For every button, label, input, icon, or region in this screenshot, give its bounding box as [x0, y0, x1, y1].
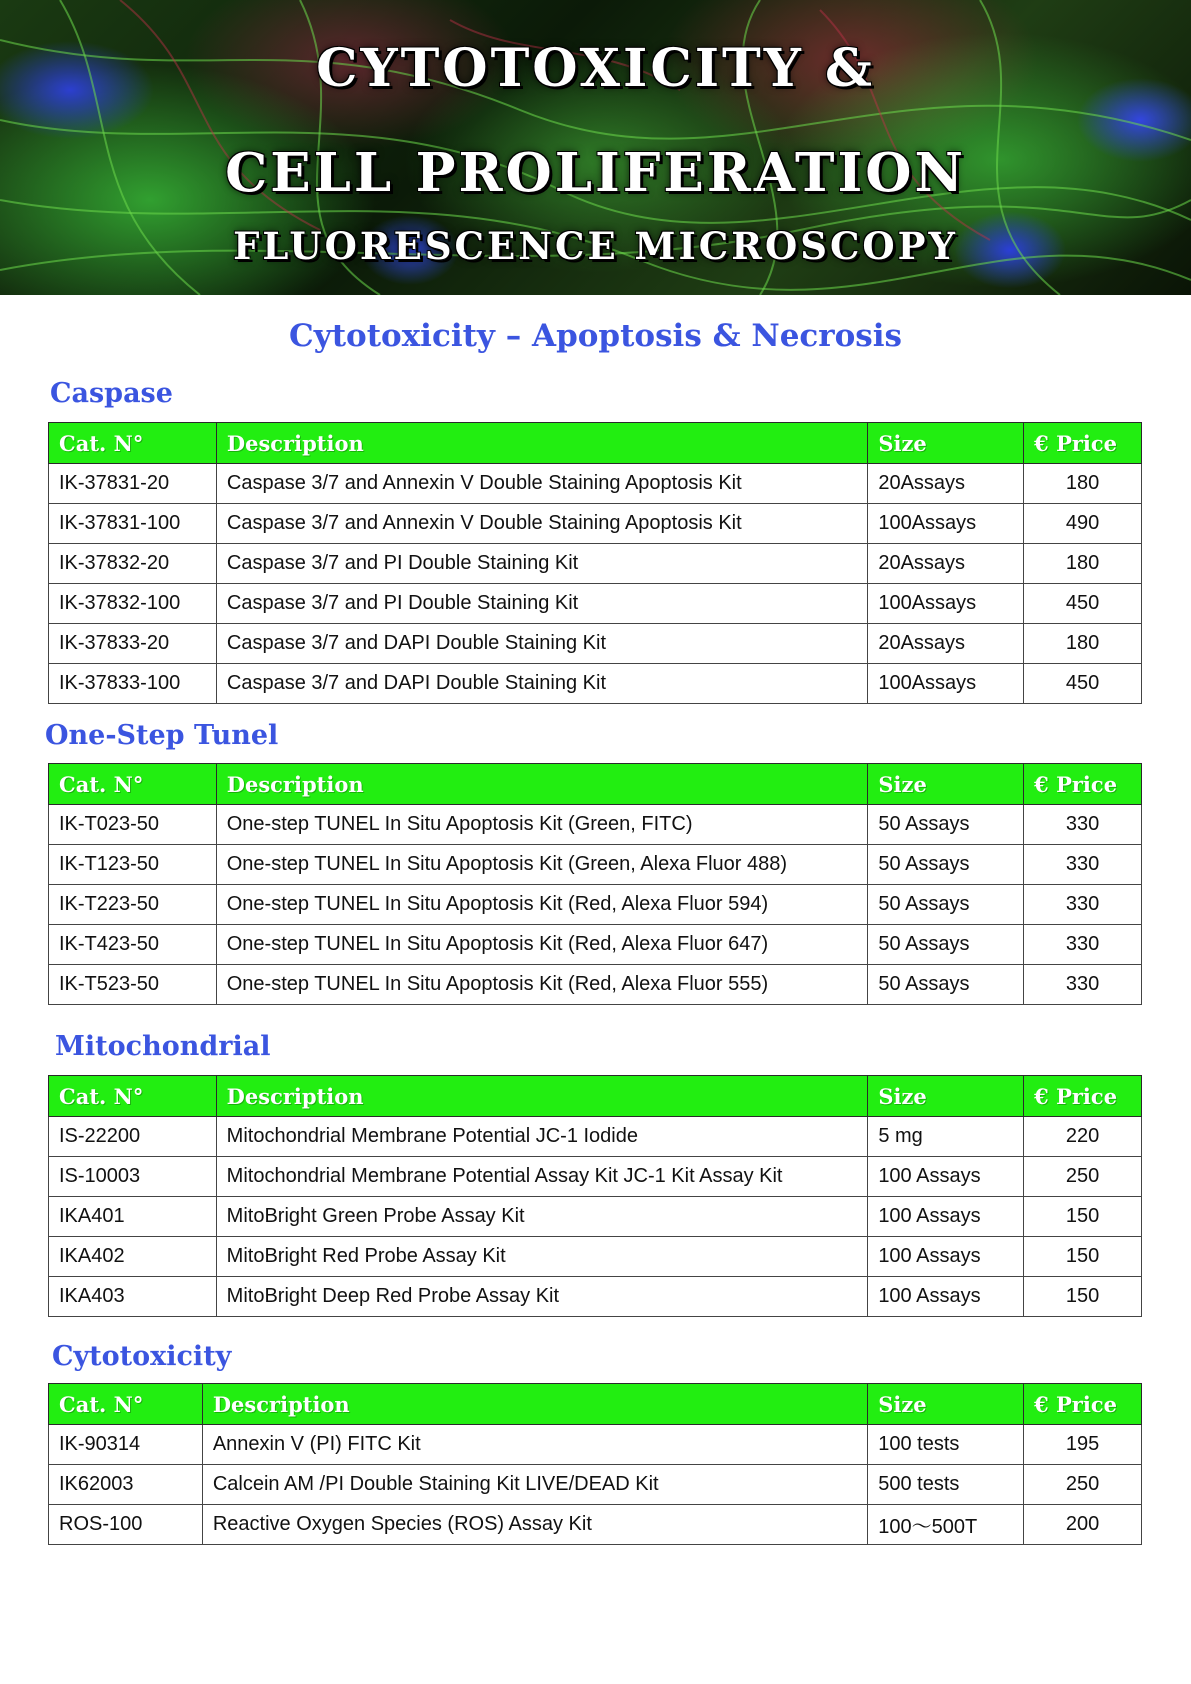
description-cell: MitoBright Red Probe Assay Kit [216, 1237, 868, 1277]
header-size: Size [868, 764, 1024, 805]
description-cell: MitoBright Green Probe Assay Kit [216, 1197, 868, 1237]
banner-title-line2: CELL PROLIFERATION [225, 142, 966, 204]
table-row [49, 464, 1142, 504]
size-cell: 50 Assays [868, 965, 1024, 1005]
size-cell: 50 Assays [868, 805, 1024, 845]
price-cell: 330 [1024, 805, 1142, 845]
table-row [49, 1465, 1142, 1505]
price-cell: 330 [1024, 965, 1142, 1005]
table-row [49, 1237, 1142, 1277]
price-cell: 330 [1024, 925, 1142, 965]
page-title: Cytotoxicity – Apoptosis & Necrosis [289, 318, 902, 354]
size-cell: 500 tests [868, 1465, 1024, 1505]
description-cell: Caspase 3/7 and PI Double Staining Kit [216, 584, 867, 624]
cat-no-cell: IK-37831-100 [49, 504, 217, 544]
banner-title-line1: CYTOTOXICITY & [316, 38, 875, 99]
table-row [49, 1197, 1142, 1237]
cat-no-cell: IS-22200 [49, 1117, 217, 1157]
table-row [49, 965, 1142, 1005]
table-header-row [49, 1384, 1142, 1425]
description-cell: MitoBright Deep Red Probe Assay Kit [216, 1277, 868, 1317]
header-description: Description [216, 764, 868, 805]
table-row [49, 885, 1142, 925]
size-cell: 100 Assays [868, 1157, 1024, 1197]
description-cell: Mitochondrial Membrane Potential Assay Kit JC-1 Kit Assay Kit [216, 1157, 868, 1197]
description-cell: Caspase 3/7 and DAPI Double Staining Kit [216, 624, 867, 664]
price-cell: 490 [1024, 504, 1142, 544]
table-header-row [49, 1076, 1142, 1117]
cat-no-cell: IK-T123-50 [49, 845, 217, 885]
price-cell: 195 [1024, 1425, 1142, 1465]
table-row [49, 1117, 1142, 1157]
size-cell: 100Assays [868, 584, 1024, 624]
price-cell: 150 [1024, 1237, 1142, 1277]
table-row [49, 584, 1142, 624]
size-cell: 100 Assays [868, 1277, 1024, 1317]
cat-no-cell: IK-37832-20 [49, 544, 217, 584]
size-cell: 5 mg [868, 1117, 1024, 1157]
header-price: € Price [1024, 764, 1142, 805]
description-cell: Caspase 3/7 and Annexin V Double Staining Apoptosis Kit [216, 504, 867, 544]
table-row [49, 664, 1142, 704]
header-cat-no: Cat. N° [49, 423, 217, 464]
header-cat-no: Cat. N° [49, 764, 217, 805]
header-description: Description [216, 1076, 868, 1117]
cat-no-cell: IK62003 [49, 1465, 203, 1505]
cat-no-cell: IK-37833-100 [49, 664, 217, 704]
table-row [49, 544, 1142, 584]
section-heading-caspase: Caspase [50, 378, 173, 409]
description-cell: Caspase 3/7 and DAPI Double Staining Kit [216, 664, 867, 704]
table-row [49, 1425, 1142, 1465]
price-cell: 220 [1024, 1117, 1142, 1157]
product-table-caspase [48, 422, 1142, 704]
header-cat-no: Cat. N° [49, 1076, 217, 1117]
description-cell: Calcein AM /PI Double Staining Kit LIVE/DEAD Kit [202, 1465, 867, 1505]
table-row [49, 624, 1142, 664]
header-size: Size [868, 1384, 1024, 1425]
price-cell: 250 [1024, 1157, 1142, 1197]
cat-no-cell: IK-37833-20 [49, 624, 217, 664]
cat-no-cell: IK-T423-50 [49, 925, 217, 965]
banner-subtitle: FLUORESCENCE MICROSCOPY [233, 224, 958, 268]
cat-no-cell: IK-T023-50 [49, 805, 217, 845]
description-cell: Annexin V (PI) FITC Kit [202, 1425, 867, 1465]
header-size: Size [868, 423, 1024, 464]
description-cell: Mitochondrial Membrane Potential JC-1 Iodide [216, 1117, 868, 1157]
cat-no-cell: IK-T223-50 [49, 885, 217, 925]
size-cell: 100Assays [868, 504, 1024, 544]
description-cell: One-step TUNEL In Situ Apoptosis Kit (Red, Alexa Fluor 594) [216, 885, 868, 925]
table-row [49, 805, 1142, 845]
table-row [49, 925, 1142, 965]
size-cell: 100Assays [868, 664, 1024, 704]
product-table-cytotoxicity [48, 1383, 1142, 1545]
table-header-row [49, 423, 1142, 464]
table-row [49, 504, 1142, 544]
price-cell: 330 [1024, 845, 1142, 885]
size-cell: 100 Assays [868, 1237, 1024, 1277]
size-cell: 100 Assays [868, 1197, 1024, 1237]
description-cell: One-step TUNEL In Situ Apoptosis Kit (Red, Alexa Fluor 555) [216, 965, 868, 1005]
header-price: € Price [1024, 1384, 1142, 1425]
section-heading-cytotoxicity: Cytotoxicity [52, 1341, 232, 1372]
table-row [49, 1505, 1142, 1545]
description-cell: One-step TUNEL In Situ Apoptosis Kit (Red, Alexa Fluor 647) [216, 925, 868, 965]
size-cell: 50 Assays [868, 885, 1024, 925]
cat-no-cell: IKA401 [49, 1197, 217, 1237]
header-size: Size [868, 1076, 1024, 1117]
size-cell: 50 Assays [868, 845, 1024, 885]
cat-no-cell: IK-37832-100 [49, 584, 217, 624]
cat-no-cell: IKA402 [49, 1237, 217, 1277]
table-header-row [49, 764, 1142, 805]
table-row [49, 1277, 1142, 1317]
hero-banner [0, 0, 1191, 295]
price-cell: 200 [1024, 1505, 1142, 1545]
product-table-tunel [48, 763, 1142, 1005]
table-row [49, 1157, 1142, 1197]
size-cell: 20Assays [868, 464, 1024, 504]
size-cell: 100〜500T [868, 1505, 1024, 1545]
price-cell: 450 [1024, 584, 1142, 624]
cat-no-cell: ROS-100 [49, 1505, 203, 1545]
size-cell: 100 tests [868, 1425, 1024, 1465]
section-heading-mitochondrial: Mitochondrial [55, 1031, 271, 1062]
price-cell: 180 [1024, 624, 1142, 664]
price-cell: 330 [1024, 885, 1142, 925]
size-cell: 20Assays [868, 624, 1024, 664]
header-price: € Price [1024, 1076, 1142, 1117]
header-description: Description [202, 1384, 867, 1425]
price-cell: 250 [1024, 1465, 1142, 1505]
cat-no-cell: IK-37831-20 [49, 464, 217, 504]
description-cell: Caspase 3/7 and PI Double Staining Kit [216, 544, 867, 584]
cat-no-cell: IS-10003 [49, 1157, 217, 1197]
size-cell: 50 Assays [868, 925, 1024, 965]
description-cell: Caspase 3/7 and Annexin V Double Staining Apoptosis Kit [216, 464, 867, 504]
table-row [49, 845, 1142, 885]
cat-no-cell: IKA403 [49, 1277, 217, 1317]
description-cell: One-step TUNEL In Situ Apoptosis Kit (Green, FITC) [216, 805, 868, 845]
description-cell: One-step TUNEL In Situ Apoptosis Kit (Green, Alexa Fluor 488) [216, 845, 868, 885]
header-cat-no: Cat. N° [49, 1384, 203, 1425]
size-cell: 20Assays [868, 544, 1024, 584]
header-price: € Price [1024, 423, 1142, 464]
price-cell: 150 [1024, 1277, 1142, 1317]
price-cell: 180 [1024, 464, 1142, 504]
cat-no-cell: IK-90314 [49, 1425, 203, 1465]
product-table-mitochondrial [48, 1075, 1142, 1317]
cat-no-cell: IK-T523-50 [49, 965, 217, 1005]
header-description: Description [216, 423, 867, 464]
price-cell: 450 [1024, 664, 1142, 704]
description-cell: Reactive Oxygen Species (ROS) Assay Kit [202, 1505, 867, 1545]
price-cell: 180 [1024, 544, 1142, 584]
section-heading-one-step-tunel: One-Step Tunel [45, 720, 279, 751]
price-cell: 150 [1024, 1197, 1142, 1237]
